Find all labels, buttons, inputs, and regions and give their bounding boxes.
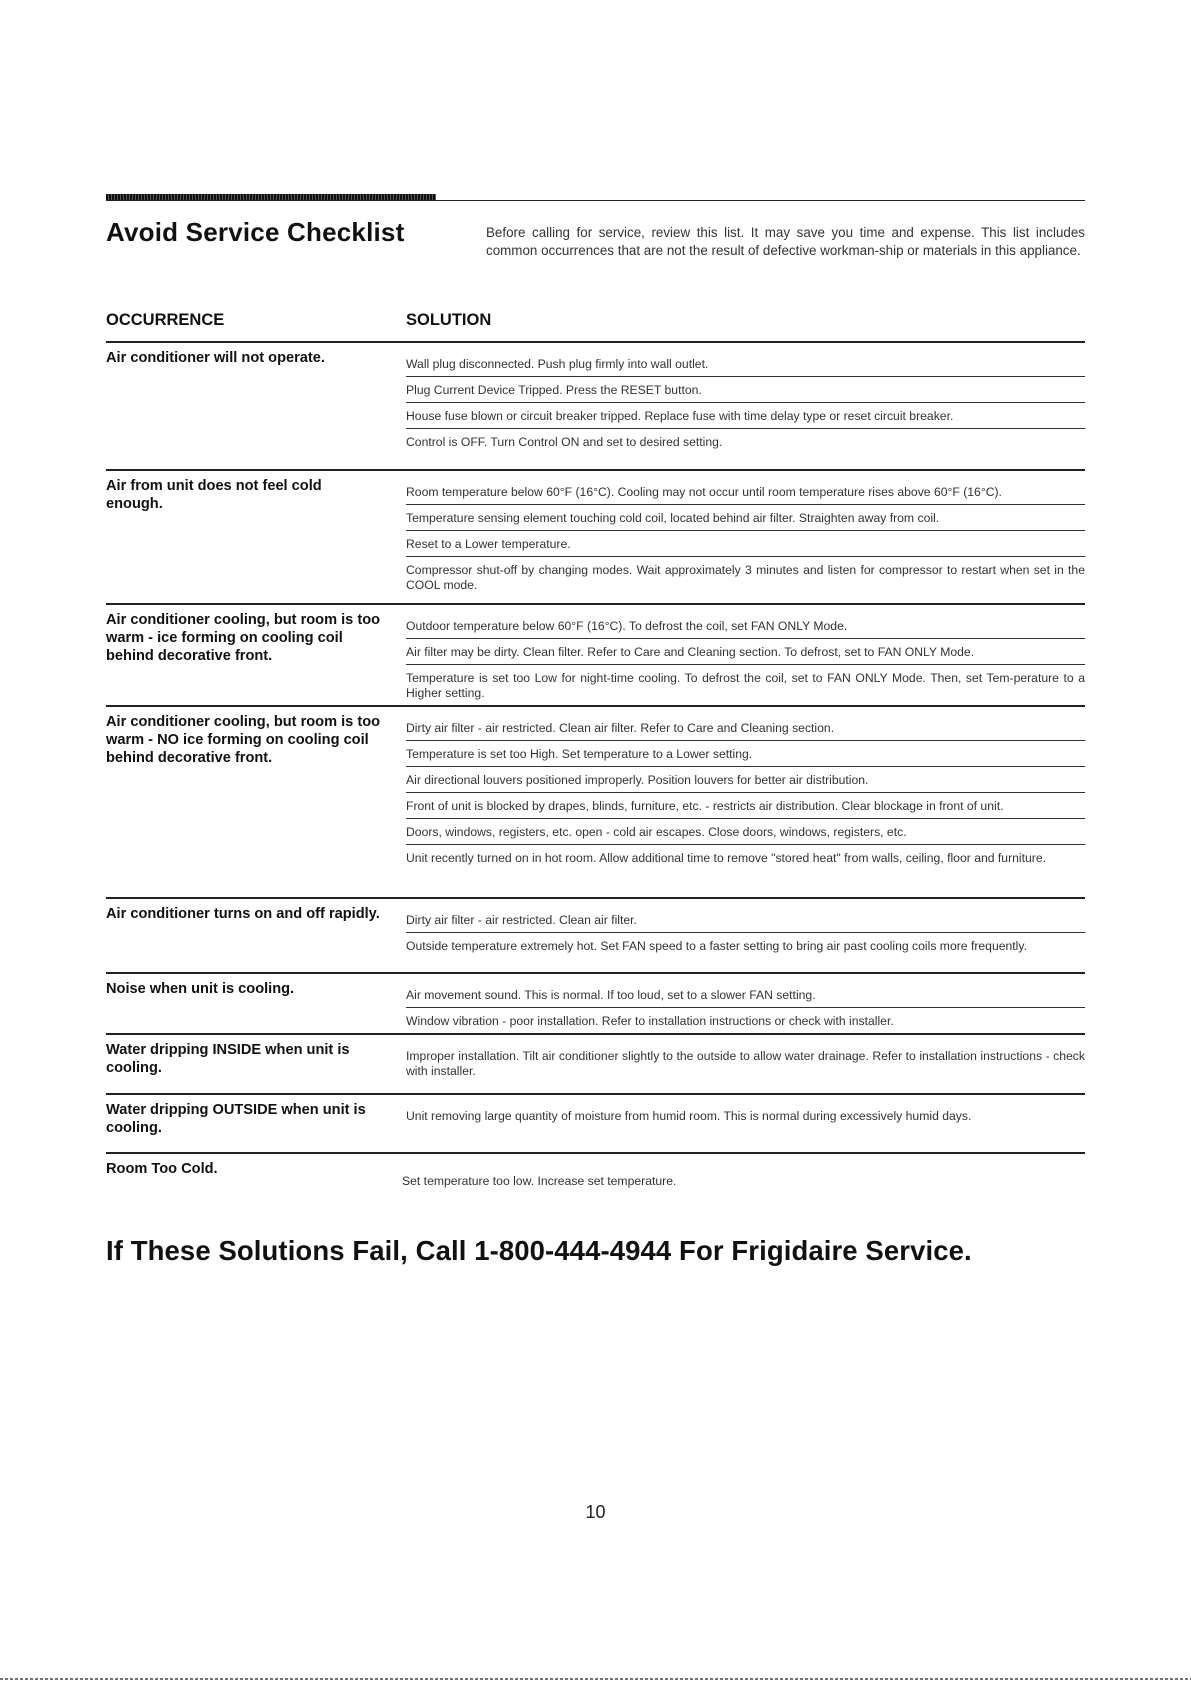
occurrence-text: Air from unit does not feel cold enough. <box>106 478 322 512</box>
solution-item: Temperature is set too High. Set temperature to a Lower setting. <box>406 741 1085 767</box>
solution-item: Wall plug disconnected. Push plug firmly into wall outlet. <box>406 351 1085 377</box>
checklist-table <box>106 341 1085 1196</box>
solution-item: Control is OFF. Turn Control ON and set to desired setting. <box>406 435 723 449</box>
solution-list <box>406 343 1085 457</box>
solution-list <box>406 707 1085 873</box>
solution-item: Air filter may be dirty. Clean filter. Refer to Care and Cleaning section. To defrost, set to FAN ONLY Mode. <box>406 639 1085 665</box>
header-rule <box>106 194 1085 201</box>
solution-list <box>406 899 1085 961</box>
solution-item: Temperature sensing element touching cold coil, located behind air filter. Straighten away from coil. <box>406 505 1085 531</box>
page-title: Avoid Service Checklist <box>106 217 405 247</box>
solution-column-header: SOLUTION <box>406 311 492 329</box>
solution-list <box>406 471 1085 600</box>
checklist-page <box>106 194 1085 1196</box>
solution-item: Set temperature too low. Increase set temperature. <box>402 1174 677 1188</box>
occurrence-text: Water dripping INSIDE when unit is cooling. <box>106 1042 350 1076</box>
occurrence-text: Room Too Cold. <box>106 1161 218 1177</box>
page-number: 10 <box>585 1502 606 1522</box>
solution-item: Doors, windows, registers, etc. open - cold air escapes. Close doors, windows, registers, etc. <box>406 819 1085 845</box>
solution-item: Air movement sound. This is normal. If too loud, set to a slower FAN setting. <box>406 982 1085 1008</box>
solution-item: House fuse blown or circuit breaker tripped. Replace fuse with time delay type or reset circuit breaker. <box>406 403 1085 429</box>
checklist-group <box>106 1035 1085 1095</box>
occurrence-text: Air conditioner cooling, but room is too warm - NO ice forming on cooling coil behind decorative front. <box>106 714 381 766</box>
column-headers <box>106 297 1085 341</box>
checklist-group <box>106 471 1085 605</box>
solution-item: Temperature is set too Low for night-time cooling. To defrost the coil, set to FAN ONLY Mode. Then, set Tem-perature to a Higher setting. <box>406 671 1085 700</box>
service-callout: If These Solutions Fail, Call 1-800-444-4944 For Frigidaire Service. <box>106 1235 972 1266</box>
occurrence-column-header: OCCURRENCE <box>106 311 225 329</box>
solution-item: Unit recently turned on in hot room. Allow additional time to remove "stored heat" from walls, ceiling, floor and furniture. <box>406 851 1047 865</box>
occurrence-text: Air conditioner will not operate. <box>106 350 325 366</box>
checklist-group <box>106 343 1085 471</box>
checklist-group <box>106 707 1085 899</box>
solution-list <box>402 1154 1085 1196</box>
solution-item: Compressor shut-off by changing modes. Wait approximately 3 minutes and listen for compressor to restart when set in the COOL mode. <box>406 563 1085 592</box>
checklist-header <box>106 201 1085 297</box>
intro-text: Before calling for service, review this list. It may save you time and expense. This list includes common occurrences that are not the result of defective workman-ship or materials in this appliance. <box>486 225 1085 258</box>
occurrence-text: Noise when unit is cooling. <box>106 981 295 997</box>
solution-item: Outdoor temperature below 60°F (16°C). To defrost the coil, set FAN ONLY Mode. <box>406 613 1085 639</box>
solution-item: Outside temperature extremely hot. Set FAN speed to a faster setting to bring air past cooling coils more frequently. <box>406 939 1027 953</box>
occurrence-text: Air conditioner cooling, but room is too warm - ice forming on cooling coil behind decorative front. <box>106 612 381 664</box>
solution-item: Unit removing large quantity of moisture from humid room. This is normal during excessively humid days. <box>406 1109 972 1123</box>
checklist-group <box>106 1095 1085 1154</box>
solution-item: Window vibration - poor installation. Refer to installation instructions or check with installer. <box>406 1014 894 1028</box>
solution-item: Reset to a Lower temperature. <box>406 531 1085 557</box>
solution-item: Air directional louvers positioned improperly. Position louvers for better air distribution. <box>406 767 1085 793</box>
solution-list <box>406 974 1085 1036</box>
header-accent-bar <box>106 194 436 200</box>
checklist-group <box>106 1154 1085 1196</box>
solution-item: Dirty air filter - air restricted. Clean air filter. <box>406 907 1085 933</box>
solution-list <box>406 1035 1085 1086</box>
solution-item: Room temperature below 60°F (16°C). Cooling may not occur until room temperature rises above 60°F (16°C). <box>406 479 1085 505</box>
solution-list <box>406 1095 1085 1131</box>
solution-item: Front of unit is blocked by drapes, blinds, furniture, etc. - restricts air distribution. Clear blockage in front of unit. <box>406 793 1085 819</box>
checklist-group <box>106 899 1085 974</box>
solution-item: Dirty air filter - air restricted. Clean air filter. Refer to Care and Cleaning section. <box>406 715 1085 741</box>
solution-item: Plug Current Device Tripped. Press the RESET button. <box>406 377 1085 403</box>
occurrence-text: Air conditioner turns on and off rapidly. <box>106 906 380 922</box>
solution-item: Improper installation. Tilt air conditioner slightly to the outside to allow water drainage. Refer to installation instructions - check with installer. <box>406 1049 1085 1078</box>
bottom-rule <box>0 1678 1191 1680</box>
occurrence-text: Water dripping OUTSIDE when unit is cooling. <box>106 1102 366 1136</box>
solution-list <box>406 605 1085 708</box>
checklist-group <box>106 974 1085 1035</box>
checklist-group <box>106 605 1085 707</box>
